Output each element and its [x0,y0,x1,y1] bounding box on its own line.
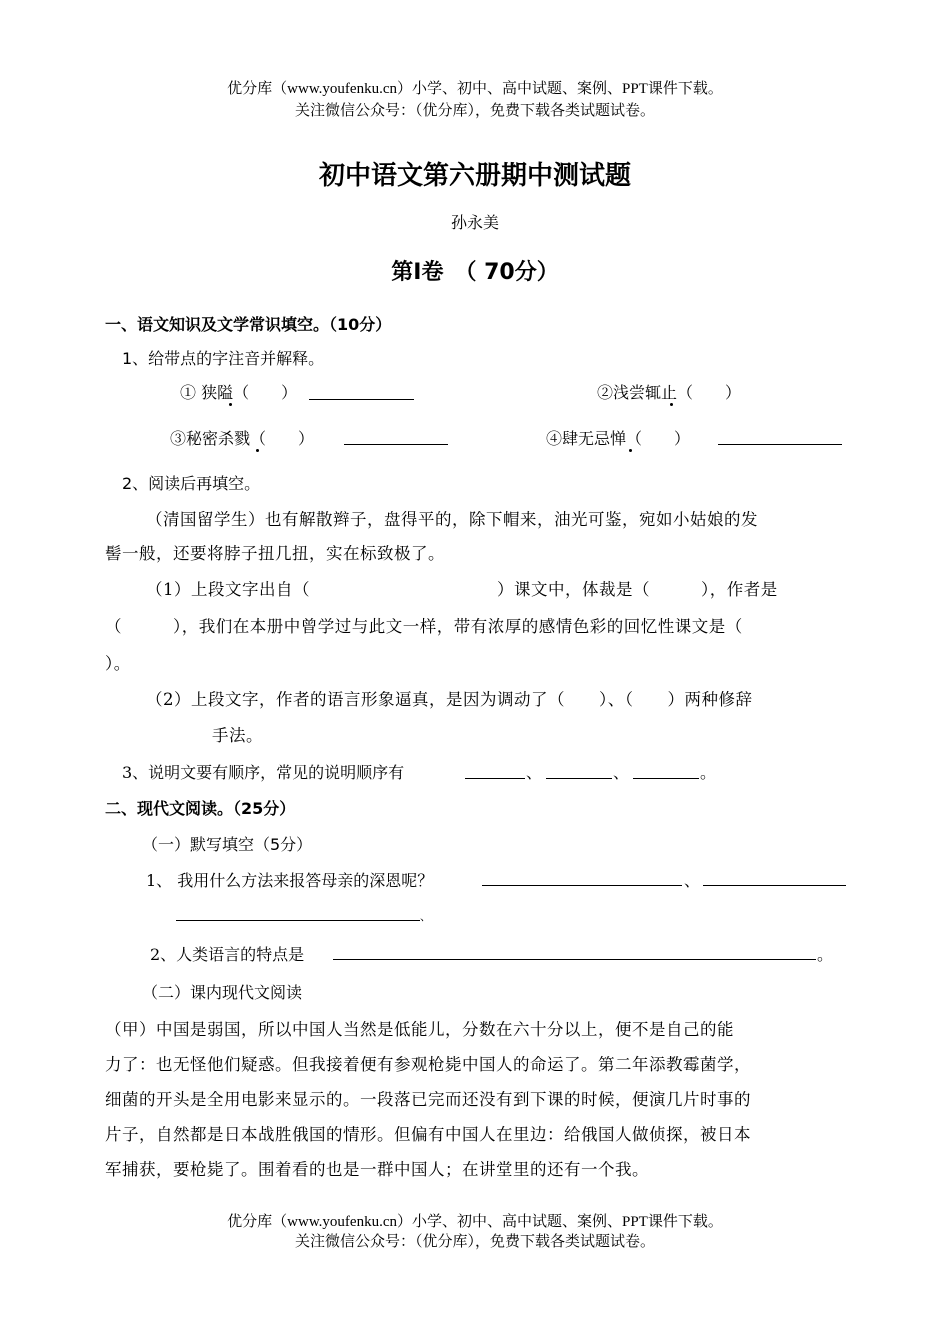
q2-sub1-line-1: （1）上段文字出自（ ）课文中，体裁是（ ），作者是 [146,580,778,599]
volume-heading: 第Ⅰ卷 （ 70分） [391,260,559,285]
recite-q2-end: 。 [817,945,834,964]
header-line-2: 关注微信公众号：（优分库），免费下载各类试题试卷。 [294,103,655,119]
emphasis-dot [229,403,232,406]
q1-item-4: ④肆无忌惮（ ） [546,429,691,448]
q2-sub2-line-1: （2）上段文字，作者的语言形象逼真，是因为调动了（ ）、（ ）两种修辞 [146,690,753,709]
recite-q1-sep: 、 [684,871,701,890]
q1-item-2: ②浅尝辄止（ ） [597,383,742,402]
header-line-1: 优分库（www.youfenku.cn）小学、初中、高中试题、案例、PPT课件下载。 [227,81,723,97]
recite-q1-end: 、 [420,910,431,923]
answer-blank[interactable] [633,778,699,779]
answer-blank[interactable] [482,885,682,886]
answer-blank[interactable] [176,920,420,921]
footer-line-1: 优分库（www.youfenku.cn）小学、初中、高中试题、案例、PPT课件下载。 [227,1214,723,1230]
reading-line-2: 力了：也无怪他们疑惑。但我接着便有参观枪毙中国人的命运了。第二年添教霉菌学， [105,1055,751,1074]
section1-heading: 一、语文知识及文学常识填空。（10分） [105,315,392,334]
footer-line-2: 关注微信公众号：（优分库），免费下载各类试题试卷。 [294,1234,655,1250]
q2-sub2-line-2: 手法。 [212,726,263,745]
q1-item-1: ① 狭隘（ ） [180,383,298,402]
emphasis-dot [629,449,632,452]
recite-q1: 1、 我用什么方法来报答母亲的深恩呢？ [146,871,434,890]
reading-line-4: 片子，自然都是日本战胜俄国的情形。但偏有中国人在里边：给俄国人做侦探，被日本 [105,1125,751,1144]
reading-line-1: （甲）中国是弱国，所以中国人当然是低能儿，分数在六十分以上，便不是自己的能 [105,1020,734,1039]
q1-item-3: ③秘密杀戮（ ） [170,429,315,448]
part2-heading: （二）课内现代文阅读 [142,983,303,1002]
section2-heading: 二、现代文阅读。（25分） [105,799,296,818]
emphasis-dot [670,403,673,406]
answer-blank[interactable] [546,778,612,779]
page-title: 初中语文第六册期中测试题 [318,161,631,191]
answer-blank[interactable] [333,959,816,960]
emphasis-dot [256,449,259,452]
answer-blank[interactable] [309,399,414,400]
answer-blank[interactable] [465,778,525,779]
q2-sub1-line-3: ）。 [105,654,131,673]
q2-passage-line-1: （清国留学生）也有解散辫子，盘得平的，除下帽来，油光可鉴，宛如小姑娘的发 [146,510,758,529]
q3-sep-2: 、 [613,763,630,782]
reading-line-5: 军捕获，要枪毙了。围着看的也是一群中国人；在讲堂里的还有一个我。 [105,1160,649,1179]
q3-end: 。 [700,763,717,782]
answer-blank[interactable] [718,444,842,445]
part1-heading: （一）默写填空（5分） [142,835,313,854]
q3-text: 3、说明文要有顺序，常见的说明顺序有 [122,763,405,782]
q1-label: 1、给带点的字注音并解释。 [122,349,325,368]
author: 孙永美 [450,213,499,232]
answer-blank[interactable] [344,444,448,445]
answer-blank[interactable] [703,885,846,886]
q3-sep-1: 、 [526,763,543,782]
reading-line-3: 细菌的开头是全用电影来显示的。一段落已完而还没有到下课的时候，便演几片时事的 [105,1090,751,1109]
q2-label: 2、阅读后再填空。 [122,474,261,493]
q2-passage-line-2: 髻一般，还要将脖子扭几扭，实在标致极了。 [105,544,445,563]
q2-sub1-line-2: （ ），我们在本册中曾学过与此文一样，带有浓厚的感情色彩的回忆性课文是（ [105,617,743,636]
recite-q2: 2、人类语言的特点是 [150,945,305,964]
